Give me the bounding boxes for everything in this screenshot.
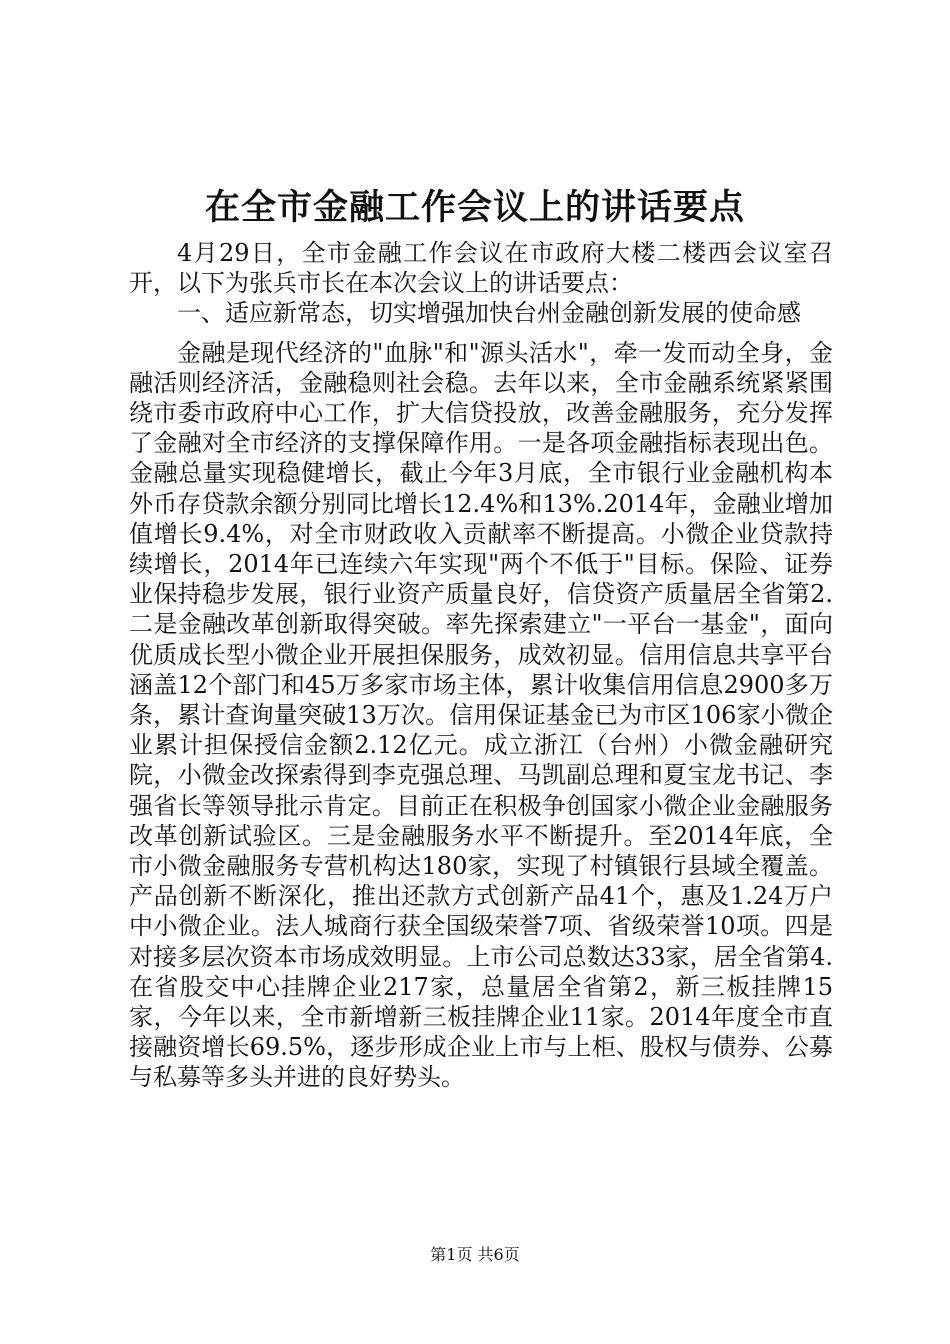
document-body xyxy=(129,238,833,1093)
document-title: 在全市金融工作会议上的讲话要点 xyxy=(204,187,745,228)
body-paragraph: 金融是现代经济的"血脉"和"源头活水"，牵一发而动全身，金融活则经济活，金融稳则社会稳。去年以来，全市金融系统紧紧围绕市委市政府中心工作，扩大信贷投放，改善金融服务，充分发挥了金融对全市经济的支撑保障作用。一是各项金融指标表现出色。金融总量实现稳健增长，截止今年3月底，全市银行业金融机构本外币存贷款余额分别同比增长12.4%和13%.2014年，金融业增加值增长9.4%，对全市财政收入贡献率不断提高。小微企业贷款持续增长，2014年已连续六年实现"两个不低于"目标。保险、证券业保持稳步发展，银行业资产质量良好，信贷资产质量居全省第2.二是金融改革创新取得突破。率先探索建立"一平台一基金"，面向优质成长型小微企业开展担保服务，成效初显。信用信息共享平台涵盖12个部门和45万多家市场主体，累计收集信用信息2900多万条，累计查询量突破13万次。信用保证基金已为市区106家小微企业累计担保授信金额2.12亿元。成立浙江（台州）小微金融研究院，小微金改探索得到李克强总理、马凯副总理和夏宝龙书记、李强省长等领导批示肯定。目前正在积极争创国家小微企业金融服务改革创新试验区。三是金融服务水平不断提升。至2014年底，全市小微金融服务专营机构达180家，实现了村镇银行县域全覆盖。产品创新不断深化，推出还款方式创新产品41个，惠及1.24万户中小微企业。法人城商行获全国级荣誉7项、省级荣誉10项。四是对接多层次资本市场成效明显。上市公司总数达33家，居全省第4.在省股交中心挂牌企业217家，总量居全省第2，新三板挂牌15家，今年以来，全市新增新三板挂牌企业11家。2014年度全市直接融资增长69.5%，逐步形成企业上市与上柜、股权与债券、公募与私募等多头并进的良好势头。 xyxy=(129,338,833,1092)
section-heading: 一、适应新常态，切实增强加快台州金融创新发展的使命感 xyxy=(177,299,801,328)
intro-paragraph: 4月29日，全市金融工作会议在市政府大楼二楼西会议室召开，以下为张兵市长在本次会议上的讲话要点： xyxy=(129,239,833,298)
page-footer: 第1页 共6页 xyxy=(430,1245,520,1264)
